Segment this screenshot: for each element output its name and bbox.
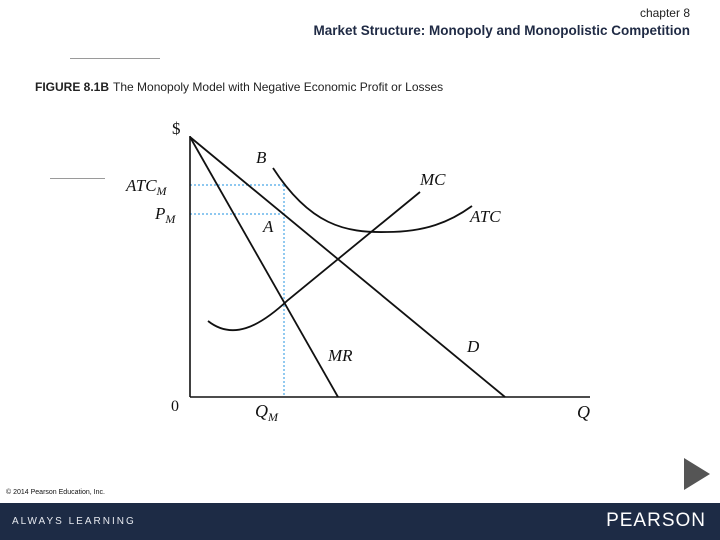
- copyright-notice: © 2014 Pearson Education, Inc.: [6, 489, 105, 496]
- mr-curve-label: MR: [328, 346, 353, 365]
- mc-curve-label: MC: [420, 170, 446, 189]
- y-axis-label: $: [172, 119, 181, 138]
- point-b-label: B: [256, 148, 267, 167]
- atc-m-label-main: ATC: [126, 176, 157, 195]
- footer-tagline: ALWAYS LEARNING: [12, 516, 136, 527]
- footer-bar: [0, 503, 720, 540]
- origin-label: 0: [171, 398, 179, 415]
- qty-m-label: [255, 401, 279, 424]
- brand-logo: PEARSON: [606, 510, 706, 531]
- price-m-label-sub: M: [165, 212, 176, 226]
- figure-number: FIGURE 8.1B: [35, 80, 110, 94]
- atc-m-label: [125, 176, 168, 198]
- x-axis-label: Q: [577, 402, 590, 422]
- price-m-label: [154, 204, 176, 226]
- chapter-label: chapter 8: [639, 6, 690, 20]
- qty-m-label-sub: M: [268, 410, 278, 424]
- qty-m-label-main: Q: [255, 401, 268, 421]
- atc-m-label-sub: M: [156, 184, 167, 198]
- point-a-label: A: [263, 217, 274, 236]
- atc-curve-label: ATC: [470, 207, 501, 226]
- slide-title: Market Structure: Monopoly and Monopolistic Competition: [313, 23, 690, 38]
- demand-curve-label: D: [467, 337, 480, 356]
- mr-curve: [190, 137, 338, 397]
- price-m-label-main: P: [155, 204, 166, 223]
- next-slide-arrow-icon[interactable]: [684, 458, 710, 490]
- figure-caption-text: The Monopoly Model with Negative Economic Profit or Losses: [113, 80, 444, 94]
